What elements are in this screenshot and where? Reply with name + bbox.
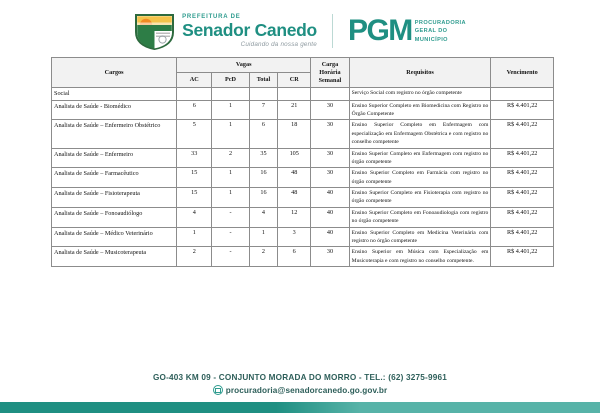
pgm-subtitle	[415, 18, 466, 43]
cell-total: 2	[249, 247, 278, 267]
cell-carga-horaria: 30	[311, 247, 349, 267]
cell-ac: 5	[177, 120, 212, 148]
pgm-subtitle-line2: GERAL DO	[414, 28, 448, 35]
footer-email[interactable]: procuradoria@senadorcanedo.go.gov.br	[225, 385, 388, 395]
footer-address: GO-403 KM 09 - CONJUNTO MORADA DO MORRO - TEL.: (62) 3275-9961	[152, 373, 447, 382]
table-header-row-1	[52, 58, 554, 73]
column-header-pcd: PcD	[212, 73, 249, 88]
table-body	[52, 88, 554, 267]
cell-total: 35	[249, 148, 278, 168]
cell-ac: 15	[177, 188, 212, 208]
cell-total: 1	[249, 227, 278, 247]
cell-requisitos: Ensino Superior Completo em Biomedicina com Registro no Órgão Competente	[349, 100, 491, 120]
pgm-subtitle-line3: MUNICÍPIO	[414, 36, 448, 43]
prefeitura-name: Senador Canedo	[182, 19, 317, 40]
cell-vencimento: R$ 4.401,22	[491, 207, 554, 227]
column-header-vencimento: Vencimento	[491, 58, 554, 88]
cell-pcd: 1	[212, 168, 249, 188]
cell-requisitos: Ensino Superior Completo em Enfermagem com registro no órgão competente	[349, 148, 491, 168]
cell-ac: 15	[177, 168, 212, 188]
cell-requisitos: Ensino Superior Completo em Fonoaudiologia com registro no órgão competente	[349, 207, 491, 227]
prefeitura-wordmark	[182, 14, 317, 49]
cell-carga-horaria	[311, 88, 349, 100]
cell-pcd: -	[212, 207, 249, 227]
cell-carga-horaria: 30	[311, 168, 349, 188]
city-crest-icon	[134, 12, 175, 50]
prefeitura-tagline: Cuidando da nossa gente	[240, 41, 317, 49]
cell-vencimento: R$ 4.401,22	[491, 168, 554, 188]
cell-ac	[177, 88, 212, 100]
cell-carga-horaria: 40	[311, 188, 349, 208]
column-header-ac: AC	[177, 73, 212, 88]
cell-pcd: 1	[212, 100, 249, 120]
cell-vencimento: R$ 4.401,22	[491, 100, 554, 120]
cell-vencimento: R$ 4.401,22	[491, 188, 554, 208]
cell-cr: 18	[278, 120, 311, 148]
cell-cargo: Analista de Saúde – Fonoaudiólogo	[52, 207, 177, 227]
cell-cargo: Analista de Saúde – Farmacêutico	[52, 168, 177, 188]
table-row	[52, 207, 554, 227]
pgm-subtitle-line1: PROCURADORIA	[414, 20, 466, 27]
footer-accent-bar	[0, 402, 600, 413]
cell-cargo: Analista de Saúde – Enfermeiro Obstétrico	[52, 120, 177, 148]
cell-cr: 48	[278, 188, 311, 208]
mail-circle-icon	[213, 385, 223, 395]
cargos-table	[51, 57, 554, 267]
table-row	[52, 100, 554, 120]
cell-total: 16	[249, 188, 278, 208]
cell-cargo: Analista de Saúde – Fisioterapeuta	[52, 188, 177, 208]
cell-carga-horaria: 30	[311, 120, 349, 148]
cell-ac: 2	[177, 247, 212, 267]
column-header-carga-horaria: Carga Horária Semanal	[311, 58, 349, 88]
cell-carga-horaria: 30	[311, 148, 349, 168]
cell-requisitos: Ensino Superior Completo em Enfermagem com especialização em Enfermagem Obstétrica e com registro no conselho competente	[349, 120, 491, 148]
cell-ac: 6	[177, 100, 212, 120]
cell-cr: 3	[278, 227, 311, 247]
cell-pcd: -	[212, 247, 249, 267]
cell-cr: 12	[278, 207, 311, 227]
cell-ac: 33	[177, 148, 212, 168]
cargos-table-container	[51, 57, 554, 267]
cell-cr: 21	[278, 100, 311, 120]
pgm-wordmark: PGM	[347, 14, 412, 47]
table-row	[52, 88, 554, 100]
cell-pcd: -	[212, 227, 249, 247]
table-row	[52, 120, 554, 148]
cell-vencimento	[491, 88, 554, 100]
cell-carga-horaria: 30	[311, 100, 349, 120]
column-header-requisitos: Requisitos	[349, 58, 491, 88]
footer-email-line	[0, 385, 600, 395]
table-row	[52, 168, 554, 188]
table-row	[52, 148, 554, 168]
prefeitura-kicker: PREFEITURA DE	[182, 13, 241, 20]
page-header	[0, 8, 600, 54]
cell-total: 7	[249, 100, 278, 120]
table-row	[52, 188, 554, 208]
table-row	[52, 227, 554, 247]
prefeitura-brand	[134, 12, 317, 50]
cell-total	[249, 88, 278, 100]
cell-cr: 6	[278, 247, 311, 267]
cell-vencimento: R$ 4.401,22	[491, 148, 554, 168]
column-header-vagas: Vagas	[177, 58, 311, 73]
cell-cargo: Analista de Saúde – Enfermeiro	[52, 148, 177, 168]
cell-total: 4	[249, 207, 278, 227]
cell-vencimento: R$ 4.401,22	[491, 227, 554, 247]
cell-pcd	[212, 88, 249, 100]
cell-requisitos: Ensino Superior em Música com Especialização em Musicoterapia e com registro no conselho competente.	[349, 247, 491, 267]
cell-vencimento: R$ 4.401,22	[491, 120, 554, 148]
column-header-cargos: Cargos	[52, 58, 177, 88]
cell-carga-horaria: 40	[311, 207, 349, 227]
header-divider	[332, 14, 333, 48]
table-row	[52, 247, 554, 267]
cell-pcd: 1	[212, 120, 249, 148]
cell-cargo: Social	[52, 88, 177, 100]
cell-cr: 48	[278, 168, 311, 188]
cell-vencimento: R$ 4.401,22	[491, 247, 554, 267]
cell-cr	[278, 88, 311, 100]
cell-carga-horaria: 40	[311, 227, 349, 247]
cell-total: 16	[249, 168, 278, 188]
cell-cargo: Analista de Saúde – Médico Veterinário	[52, 227, 177, 247]
pgm-brand	[348, 16, 466, 46]
cell-requisitos: Ensino Superior Completo em Farmácia com registro no órgão competente	[349, 168, 491, 188]
cell-requisitos: Ensino Superior Completo em Medicina Veterinária com registro no órgão competente	[349, 227, 491, 247]
cell-cargo: Analista de Saúde - Biomédico	[52, 100, 177, 120]
cell-ac: 4	[177, 207, 212, 227]
cell-requisitos: Serviço Social com registro no órgão competente	[349, 88, 491, 100]
cell-pcd: 2	[212, 148, 249, 168]
cell-cr: 105	[278, 148, 311, 168]
table-head	[52, 58, 554, 88]
cell-pcd: 1	[212, 188, 249, 208]
column-header-cr: CR	[278, 73, 311, 88]
cell-total: 6	[249, 120, 278, 148]
cell-ac: 1	[177, 227, 212, 247]
cell-requisitos: Ensino Superior Completo em Fisioterapia com registro no órgão competente	[349, 188, 491, 208]
page-footer	[0, 373, 600, 395]
column-header-total: Total	[249, 73, 278, 88]
cell-cargo: Analista de Saúde – Musicoterapeuta	[52, 247, 177, 267]
